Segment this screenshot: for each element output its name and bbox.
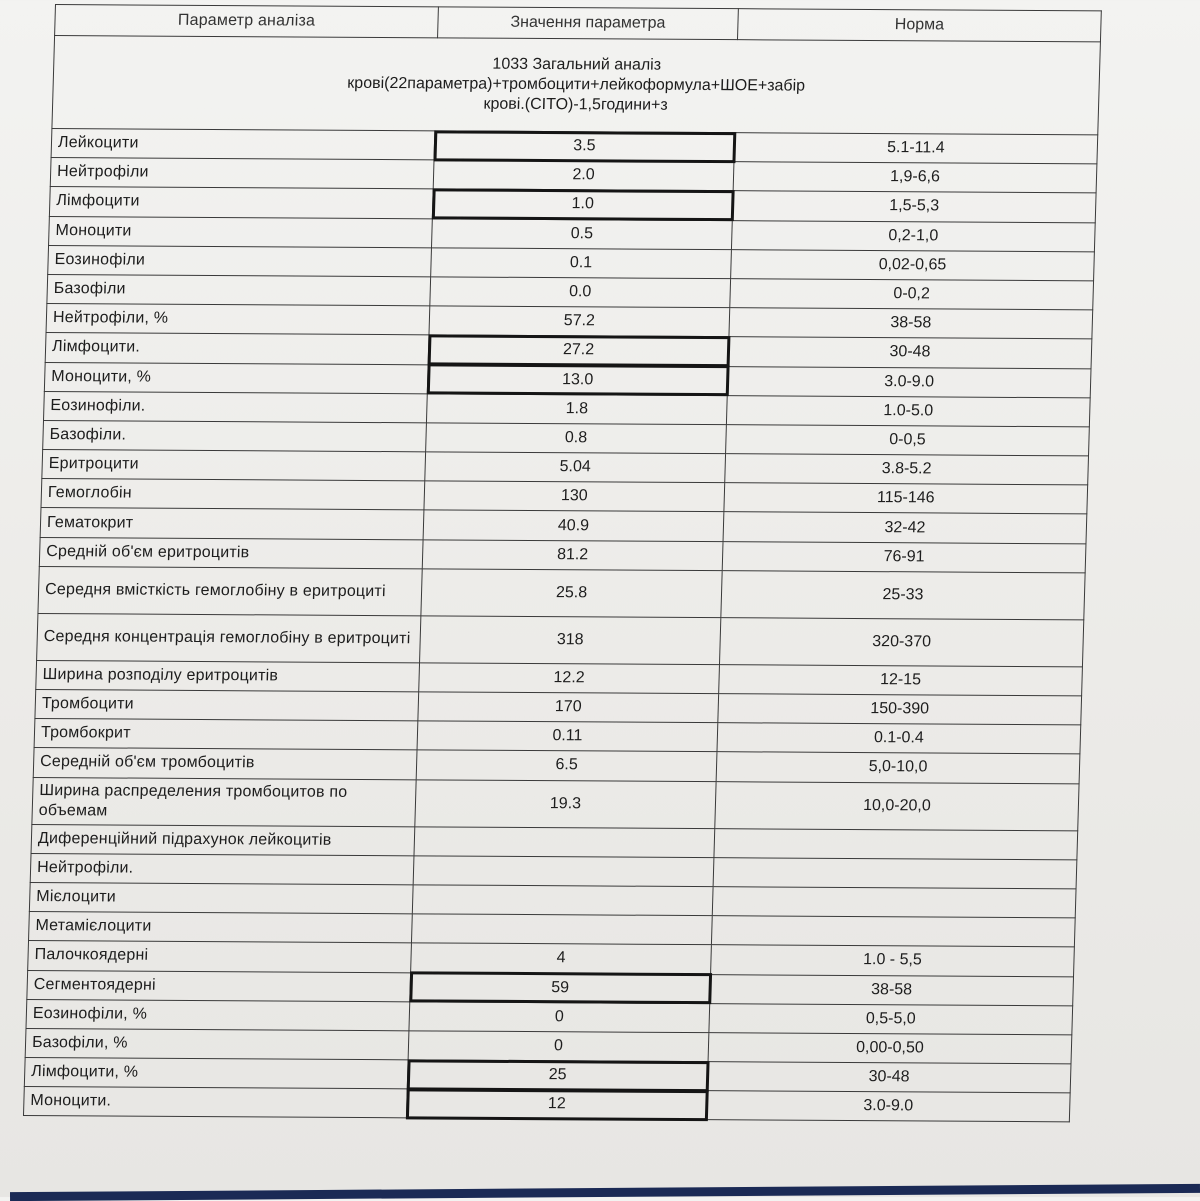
parameter-norm: 1.0-5.0 xyxy=(726,395,1090,426)
header-norm: Норма xyxy=(737,9,1101,42)
table-row xyxy=(23,1087,1070,1123)
parameter-name: Лейкоцити xyxy=(51,129,435,161)
parameter-norm: 0,2-1,0 xyxy=(731,220,1095,251)
parameter-name: Середня концентрація гемоглобіну в еритроциті xyxy=(37,613,421,662)
title-line-2: крові(22параметра)+тромбоцити+лейкоформула+ШОЕ+забір xyxy=(347,74,806,95)
parameter-name: Диференційний підрахунок лейкоцитів xyxy=(31,824,415,856)
parameter-value: 12 xyxy=(406,1089,707,1120)
parameter-name: Еритроцити xyxy=(42,450,426,482)
parameter-value: 0.11 xyxy=(417,721,718,752)
parameter-name: Лімфоцити. xyxy=(45,333,429,365)
parameter-name: Нейтрофіли. xyxy=(30,853,414,885)
parameter-name: Моноцити. xyxy=(23,1087,407,1119)
parameter-value: 57.2 xyxy=(429,306,730,337)
parameter-norm: 25-33 xyxy=(721,570,1085,619)
parameter-value: 0.1 xyxy=(431,248,732,279)
parameter-name: Еозинофіли xyxy=(48,245,432,277)
parameter-name: Нейтрофіли xyxy=(50,158,434,190)
parameter-value: 0.8 xyxy=(426,423,727,454)
parameter-value: 59 xyxy=(410,972,711,1003)
parameter-norm: 30-48 xyxy=(707,1062,1071,1093)
title-line-1: 1033 Загальний аналіз xyxy=(492,55,662,74)
header-parameter: Параметр аналіза xyxy=(55,5,439,38)
parameter-norm: 32-42 xyxy=(723,512,1087,543)
parameter-value xyxy=(412,885,713,916)
parameter-name: Сегментоядерні xyxy=(27,970,411,1002)
parameter-value: 1.0 xyxy=(432,189,733,220)
parameter-name: Тромбокрит xyxy=(34,719,418,751)
parameter-name: Базофіли, % xyxy=(25,1028,409,1060)
page-bottom-edge xyxy=(10,1184,1200,1201)
parameter-value: 5.04 xyxy=(425,452,726,483)
parameter-norm: 3.0-9.0 xyxy=(727,366,1091,397)
parameter-name: Базофіли xyxy=(47,274,431,306)
parameter-name: Лімфоцити xyxy=(49,187,433,219)
parameter-value: 6.5 xyxy=(416,750,717,781)
parameter-norm xyxy=(712,887,1076,918)
parameter-value: 4 xyxy=(411,943,712,974)
parameter-value: 19.3 xyxy=(415,779,716,828)
parameter-value: 3.5 xyxy=(434,131,735,162)
title-line-3: крові.(CITO)-1,5години+з xyxy=(483,95,668,114)
parameter-name: Ширина распределения тромбоцитов по объемам xyxy=(32,777,416,826)
parameter-value: 25 xyxy=(407,1060,708,1091)
parameter-name: Гемоглобін xyxy=(41,479,425,511)
parameter-value: 2.0 xyxy=(433,160,734,191)
parameter-norm: 0-0,5 xyxy=(726,425,1090,456)
parameter-norm: 0,02-0,65 xyxy=(731,249,1095,280)
analysis-title xyxy=(52,36,1101,135)
parameter-norm: 3.8-5.2 xyxy=(725,454,1089,485)
parameter-norm: 12-15 xyxy=(719,664,1083,695)
parameter-norm: 5,0-10,0 xyxy=(716,752,1080,783)
parameter-value xyxy=(414,826,715,857)
parameter-norm: 150-390 xyxy=(718,694,1082,725)
parameter-value xyxy=(411,914,712,945)
parameter-name: Средній об'єм еритроцитів xyxy=(39,537,423,569)
parameter-name: Нейтрофіли, % xyxy=(46,304,430,336)
parameter-value: 318 xyxy=(420,616,721,665)
parameter-value: 25.8 xyxy=(421,569,722,618)
parameter-norm: 320-370 xyxy=(719,617,1083,666)
parameter-norm: 10,0-20,0 xyxy=(715,781,1079,830)
parameter-norm xyxy=(714,828,1078,859)
parameter-value: 0 xyxy=(409,1002,710,1033)
parameter-norm: 0-0,2 xyxy=(730,279,1094,310)
parameter-value: 170 xyxy=(418,692,719,723)
parameter-name: Базофіли. xyxy=(43,420,427,452)
parameter-norm: 1.0 - 5,5 xyxy=(711,945,1075,976)
parameter-norm: 115-146 xyxy=(724,483,1088,514)
parameter-norm: 38-58 xyxy=(729,308,1093,339)
parameter-norm: 76-91 xyxy=(722,541,1086,572)
parameter-norm: 30-48 xyxy=(728,337,1092,368)
parameter-norm: 38-58 xyxy=(710,974,1074,1005)
parameter-name: Моноцити xyxy=(49,216,433,248)
parameter-value: 13.0 xyxy=(427,364,728,395)
table-row xyxy=(37,613,1084,666)
parameter-name: Палочкоядерні xyxy=(28,941,412,973)
parameter-name: Еозинофіли, % xyxy=(26,999,410,1031)
parameter-value xyxy=(413,856,714,887)
parameter-norm: 5.1-11.4 xyxy=(734,133,1098,164)
table-row xyxy=(32,777,1079,830)
header-value: Значення параметра xyxy=(438,7,739,40)
parameter-name: Метамієлоцити xyxy=(29,912,413,944)
parameter-value: 27.2 xyxy=(428,335,729,366)
parameter-value: 40.9 xyxy=(423,510,724,541)
parameter-name: Ширина розподілу еритроцитів xyxy=(36,660,420,692)
parameter-name: Моноцити, % xyxy=(44,362,428,394)
parameter-name: Лімфоцити, % xyxy=(24,1058,408,1090)
parameter-norm: 0,00-0,50 xyxy=(708,1033,1072,1064)
analysis-table xyxy=(23,4,1102,1123)
parameter-value: 130 xyxy=(424,481,725,512)
parameter-norm: 0.1-0.4 xyxy=(717,723,1081,754)
parameter-name: Середня вмісткість гемоглобіну в еритроциті xyxy=(38,566,422,615)
parameter-name: Мієлоцити xyxy=(29,882,413,914)
parameter-norm: 0,5-5,0 xyxy=(709,1003,1073,1034)
title-row xyxy=(52,36,1101,135)
parameter-name: Тромбоцити xyxy=(35,689,419,721)
table-row xyxy=(38,566,1085,619)
parameter-value: 0 xyxy=(408,1031,709,1062)
table-body xyxy=(23,36,1100,1123)
parameter-name: Середній об'єм тромбоцитів xyxy=(33,748,417,780)
parameter-value: 0.5 xyxy=(431,218,732,249)
parameter-name: Еозинофіли. xyxy=(44,391,428,423)
parameter-norm: 1,5-5,3 xyxy=(732,191,1096,222)
parameter-value: 12.2 xyxy=(419,663,720,694)
parameter-value: 0.0 xyxy=(430,277,731,308)
parameter-value: 1.8 xyxy=(426,394,727,425)
parameter-value: 81.2 xyxy=(422,539,723,570)
parameter-norm: 1,9-6,6 xyxy=(733,162,1097,193)
parameter-norm xyxy=(713,857,1077,888)
parameter-norm: 3.0-9.0 xyxy=(706,1091,1070,1122)
parameter-name: Гематокрит xyxy=(40,508,424,540)
parameter-norm xyxy=(711,916,1075,947)
